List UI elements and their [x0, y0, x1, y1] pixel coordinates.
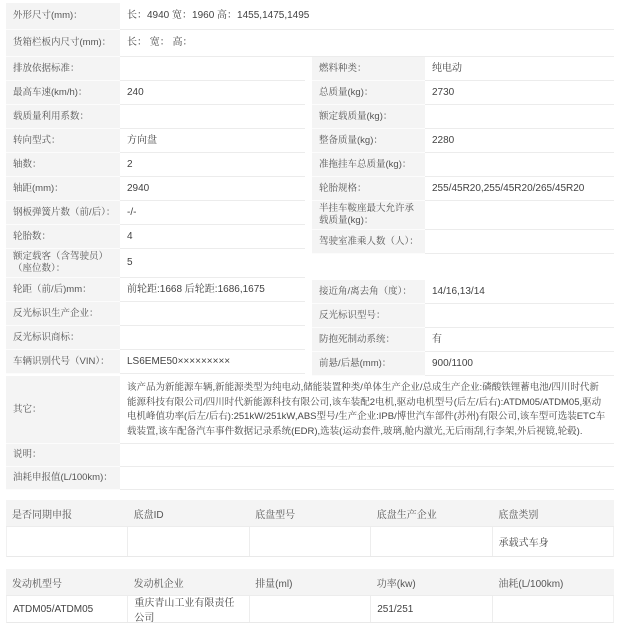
field-value: LS6EME50×××××××××: [120, 350, 305, 374]
field-label: 额定载质量(kg)：: [312, 105, 425, 129]
table-cell: [128, 527, 249, 556]
field-label: 防抱死制动系统：: [312, 328, 425, 352]
field-value: [120, 302, 305, 326]
table-cell: ATDM05/ATDM05: [7, 596, 128, 622]
field-value: 纯电动: [425, 57, 614, 81]
table-cell: 承载式车身: [498, 538, 549, 549]
spec-row: [6, 3, 614, 30]
spec-row: [6, 153, 305, 177]
spec-row: [312, 328, 614, 352]
spec-row: [6, 81, 305, 105]
spec-row: [312, 177, 614, 201]
spec-row: [6, 57, 305, 81]
column-header: 发动机型号: [12, 578, 62, 590]
field-label: 载质量利用系数：: [6, 105, 120, 129]
column-header: 功率(kw): [376, 578, 416, 590]
column-header: 底盘ID: [133, 509, 164, 521]
field-value: 5: [120, 249, 305, 278]
spec-row: [6, 225, 305, 249]
field-value: 前轮距:1668 后轮距:1686,1675: [120, 278, 305, 302]
field-label: 轮距（前/后)mm：: [6, 278, 120, 302]
spec-row: [312, 105, 614, 129]
field-value: 长：4940 宽：1960 高：1455,1475,1495: [120, 3, 614, 30]
table-cell: [7, 527, 128, 556]
chassis-table-header: [6, 500, 614, 527]
field-label: 前悬/后悬(mm)：: [312, 352, 425, 376]
field-value: [425, 105, 614, 129]
table-cell: 251/251: [371, 596, 492, 622]
table-cell: 重庆青山工业有限责任公司: [128, 596, 249, 622]
field-label: 钢板弹簧片数（前/后）：: [6, 201, 120, 225]
chassis-table-body: [6, 527, 614, 557]
column-header: 油耗(L/100km): [498, 578, 564, 590]
spec-row: [6, 249, 305, 278]
field-value: 2: [120, 153, 305, 177]
spec-right-column: [312, 57, 614, 376]
spec-row: [6, 302, 305, 326]
field-label: 准拖挂车总质量(kg)：: [312, 153, 425, 177]
spec-columns: [6, 57, 614, 376]
engine-table-body: [6, 596, 614, 623]
field-label: 整备质量(kg)：: [312, 129, 425, 153]
spec-row: [6, 105, 305, 129]
spec-row: [312, 201, 614, 230]
spec-row: [6, 467, 614, 490]
field-label: 车辆识别代号（VIN）：: [6, 350, 120, 374]
field-value: [120, 326, 305, 350]
spec-table: [6, 3, 614, 490]
field-label: 最高车速(km/h)：: [6, 81, 120, 105]
table-cell: [371, 527, 492, 556]
spacer-row: [312, 254, 614, 280]
table-cell: [250, 596, 371, 622]
field-label: 轴距(mm)：: [6, 177, 120, 201]
spec-row: [312, 280, 614, 304]
field-value: 4: [120, 225, 305, 249]
field-value: [120, 105, 305, 129]
spec-row: [312, 57, 614, 81]
column-header: 是否同期申报: [12, 509, 72, 521]
field-label: 轴数：: [6, 153, 120, 177]
field-value: [425, 304, 614, 328]
spacer-area: [312, 254, 614, 280]
field-label: 说明：: [6, 444, 120, 467]
field-value: [120, 467, 614, 490]
field-label: 油耗申报值(L/100km)：: [6, 467, 120, 490]
column-header: 底盘生产企业: [376, 509, 437, 521]
field-value: 14/16,13/14: [425, 280, 614, 304]
spec-row: [6, 177, 305, 201]
spec-row: [6, 326, 305, 350]
spec-row: [312, 153, 614, 177]
spec-row: [6, 350, 305, 374]
engine-table: [6, 569, 614, 623]
field-value: 有: [425, 328, 614, 352]
spec-top-rows: [6, 3, 614, 57]
field-label: 外形尺寸(mm)：: [6, 3, 120, 30]
field-value: [120, 57, 305, 81]
spec-row: [6, 201, 305, 225]
spec-row: [312, 81, 614, 105]
column-gap: [305, 57, 312, 376]
field-value: [425, 201, 614, 230]
field-value: [425, 153, 614, 177]
field-label: 接近角/离去角（度）：: [312, 280, 425, 304]
field-value: 255/45R20,255/45R20/265/45R20: [425, 177, 614, 201]
field-label: 其它：: [6, 376, 120, 444]
spec-row: [312, 129, 614, 153]
spec-row: [6, 376, 614, 444]
column-header: 发动机企业: [133, 578, 184, 590]
spec-row: [6, 30, 614, 57]
field-value: -/-: [120, 201, 305, 225]
field-value: 长： 宽： 高：: [120, 30, 614, 57]
table-row: [6, 527, 614, 557]
table-row: [6, 596, 614, 623]
field-label: 排放依据标准：: [6, 57, 120, 81]
field-value: 240: [120, 81, 305, 105]
spec-row: [6, 129, 305, 153]
field-value: [425, 230, 614, 254]
field-label: 反光标识商标：: [6, 326, 120, 350]
field-label: 反光标识生产企业：: [6, 302, 120, 326]
field-label: 驾驶室准乘人数（人）：: [312, 230, 425, 254]
field-label: 货箱栏板内尺寸(mm)：: [6, 30, 120, 57]
engine-table-header: [6, 569, 614, 596]
column-header: 排量(ml): [255, 578, 293, 590]
field-value: [120, 444, 614, 467]
field-value: 2730: [425, 81, 614, 105]
field-value: 2940: [120, 177, 305, 201]
field-value: 2280: [425, 129, 614, 153]
field-value: 该产品为新能源车辆,新能源类型为纯电动,储能装置种类/单体生产企业/总成生产企业:磷酸铁锂蓄电池/四川时代新能源科技有限公司/四川时代新能源科技有限公司,该车装配2电机,驱动电机型号(后左/后右):ATDM05/ATDM05,驱动电机峰值功率(后左/后右):251kW/251kW,ABS型号/生产企业:IPB/博世汽车部件(苏州)有限公司,该车型可选装ETC车载装置,该车配备汽车事件数据记录系统(EDR),选装(运动套件,玻璃,舱内激光,无后雨刮,行李架,外后视镜,轮毂).: [120, 376, 614, 444]
field-label: 半挂车鞍座最大允许承载质量(kg)：: [312, 201, 425, 230]
column-header: 底盘型号: [255, 509, 296, 521]
field-value: 900/1100: [425, 352, 614, 376]
field-label: 总质量(kg)：: [312, 81, 425, 105]
field-label: 转向型式：: [6, 129, 120, 153]
column-header: 底盘类别: [498, 509, 539, 521]
field-label: 额定载客（含驾驶员）（座位数）：: [6, 249, 120, 278]
field-label: 轮胎数：: [6, 225, 120, 249]
field-label: 燃料种类：: [312, 57, 425, 81]
spec-row: [312, 304, 614, 328]
field-value: 方向盘: [120, 129, 305, 153]
chassis-table: [6, 500, 614, 557]
spec-left-column: [6, 57, 305, 376]
spec-row: [312, 230, 614, 254]
field-label: 反光标识型号：: [312, 304, 425, 328]
spec-row: [6, 444, 614, 467]
table-cell: [250, 527, 371, 556]
field-label: 轮胎规格：: [312, 177, 425, 201]
spec-bottom-rows: [6, 376, 614, 490]
spec-row: [6, 278, 305, 302]
spec-row: [312, 352, 614, 376]
table-cell: [493, 596, 613, 622]
